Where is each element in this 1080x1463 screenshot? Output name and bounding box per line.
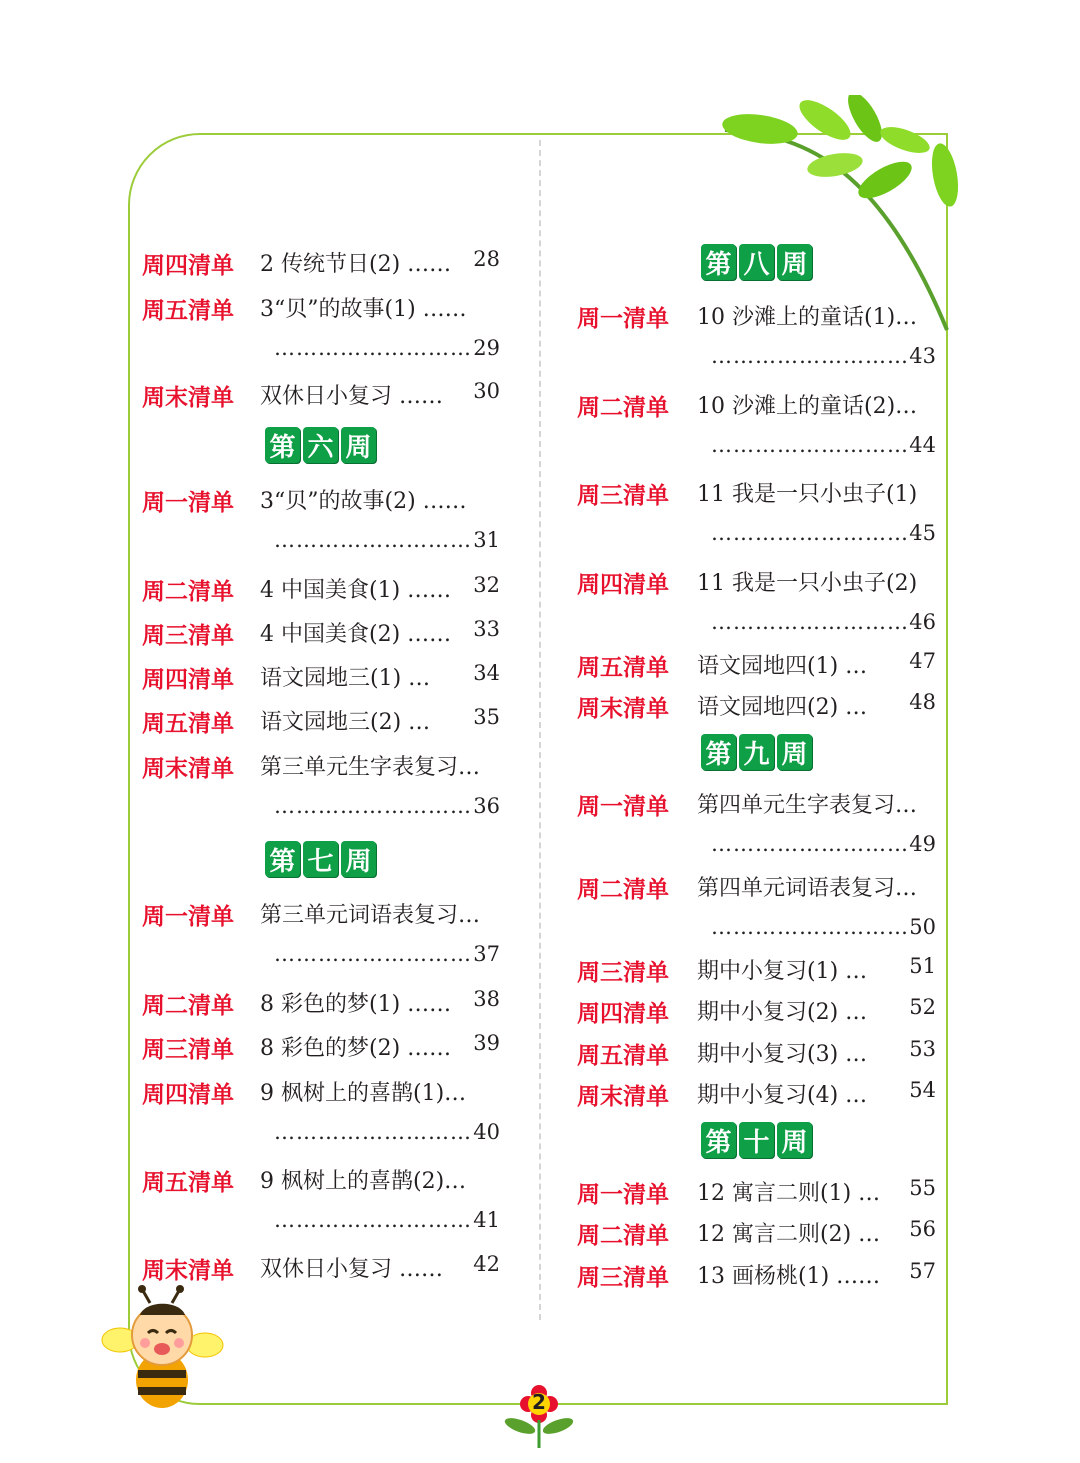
toc-entry-title: 2 传统节日(2) ……: [260, 252, 452, 277]
toc-entry-title: 11 我是一只小虫子(2): [697, 571, 918, 596]
toc-page-number: 35: [473, 705, 500, 729]
toc-entry-title: 语文园地四(1) …: [697, 654, 868, 679]
toc-day-label: 周五清单: [142, 711, 234, 737]
toc-page-number: 49: [909, 832, 936, 856]
toc-entry-title: 9 枫树上的喜鹊(1)…: [260, 1081, 467, 1106]
toc-page-number: 33: [473, 617, 500, 641]
toc-day-label: 周一清单: [142, 490, 234, 516]
toc-page-number: 30: [473, 379, 500, 403]
toc-entry-title: 4 中国美食(1) ……: [260, 578, 452, 603]
toc-leader-dots: ………………………: [274, 942, 472, 966]
toc-day-label: 周四清单: [142, 1082, 234, 1108]
toc-day-label: 周二清单: [577, 395, 669, 421]
week-heading-char: 第: [265, 841, 300, 877]
toc-entry-title: 10 沙滩上的童话(1)…: [697, 305, 918, 330]
toc-page-number: 29: [473, 336, 500, 360]
leaf-branch-decoration: [715, 95, 965, 335]
toc-day-label: 周四清单: [577, 1001, 669, 1027]
toc-day-label: 周三清单: [142, 1037, 234, 1063]
toc-leader-dots: ………………………: [711, 832, 909, 856]
toc-day-label: 周四清单: [142, 667, 234, 693]
toc-page-number: 47: [909, 649, 936, 673]
toc-day-label: 周末清单: [577, 1084, 669, 1110]
toc-page-number: 38: [473, 987, 500, 1011]
toc-leader-dots: ………………………: [274, 336, 472, 360]
toc-entry-title: 语文园地三(1) …: [260, 666, 431, 691]
week-heading-char: 周: [777, 244, 812, 280]
toc-entry-title: 9 枫树上的喜鹊(2)…: [260, 1169, 467, 1194]
toc-entry-title: 8 彩色的梦(1) ……: [260, 992, 452, 1017]
toc-page-number: 54: [909, 1078, 936, 1102]
toc-leader-dots: ………………………: [711, 610, 909, 634]
toc-page-number: 28: [473, 247, 500, 271]
week-heading-char: 八: [739, 244, 774, 280]
toc-page-number: 46: [909, 610, 936, 634]
toc-day-label: 周四清单: [142, 253, 234, 279]
toc-day-label: 周一清单: [142, 904, 234, 930]
toc-entry-title: 期中小复习(2) …: [697, 1000, 868, 1025]
toc-page-number: 42: [473, 1252, 500, 1276]
toc-leader-dots: ………………………: [274, 1120, 472, 1144]
week-heading: [265, 841, 376, 877]
toc-entry-title: 13 画杨桃(1) ……: [697, 1264, 881, 1289]
week-heading-char: 第: [701, 1122, 736, 1158]
toc-entry-title: 第四单元词语表复习…: [697, 876, 918, 901]
toc-entry-title: 4 中国美食(2) ……: [260, 622, 452, 647]
toc-page-number: 45: [909, 521, 936, 545]
week-heading-char: 第: [265, 427, 300, 463]
toc-leader-dots: ………………………: [711, 521, 909, 545]
toc-day-label: 周一清单: [577, 794, 669, 820]
page-number: 2: [532, 1390, 546, 1414]
toc-leader-dots: ………………………: [274, 528, 472, 552]
toc-page-number: 43: [909, 344, 936, 368]
toc-day-label: 周二清单: [577, 877, 669, 903]
toc-entry-title: 第三单元词语表复习…: [260, 903, 481, 928]
toc-page-number: 56: [909, 1217, 936, 1241]
toc-day-label: 周末清单: [142, 1258, 234, 1284]
toc-day-label: 周三清单: [577, 483, 669, 509]
toc-page-number: 48: [909, 690, 936, 714]
toc-page-number: 40: [473, 1120, 500, 1144]
week-heading-char: 第: [701, 734, 736, 770]
toc-page-number: 57: [909, 1259, 936, 1283]
week-heading: [265, 427, 376, 463]
toc-page-number: 52: [909, 995, 936, 1019]
toc-day-label: 周二清单: [142, 993, 234, 1019]
toc-leader-dots: ………………………: [711, 915, 909, 939]
toc-entry-title: 12 寓言二则(1) …: [697, 1181, 881, 1206]
toc-entry-title: 第三单元生字表复习…: [260, 755, 481, 780]
toc-leader-dots: ………………………: [274, 1208, 472, 1232]
toc-page-number: 44: [909, 433, 936, 457]
toc-day-label: 周一清单: [577, 306, 669, 332]
week-heading: [701, 1122, 812, 1158]
toc-page-number: 50: [909, 915, 936, 939]
toc-page-number: 37: [473, 942, 500, 966]
toc-entry-title: 语文园地三(2) …: [260, 710, 431, 735]
week-heading-char: 七: [303, 841, 338, 877]
toc-page-number: 31: [473, 528, 500, 552]
week-heading-char: 周: [777, 1122, 812, 1158]
toc-day-label: 周三清单: [577, 1265, 669, 1291]
toc-day-label: 周末清单: [142, 385, 234, 411]
toc-leader-dots: ………………………: [711, 433, 909, 457]
toc-day-label: 周三清单: [577, 960, 669, 986]
week-heading-char: 周: [777, 734, 812, 770]
toc-entry-title: 12 寓言二则(2) …: [697, 1222, 881, 1247]
toc-day-label: 周末清单: [577, 696, 669, 722]
bee-mascot-illustration: [100, 1285, 230, 1415]
toc-day-label: 周一清单: [577, 1182, 669, 1208]
toc-day-label: 周五清单: [142, 298, 234, 324]
toc-day-label: 周五清单: [142, 1170, 234, 1196]
week-heading-char: 周: [341, 841, 376, 877]
toc-page-number: 34: [473, 661, 500, 685]
week-heading: [701, 734, 812, 770]
toc-entry-title: 3“贝”的故事(1) ……: [260, 297, 467, 322]
toc-day-label: 周二清单: [577, 1223, 669, 1249]
column-divider: [539, 140, 541, 1320]
week-heading-char: 六: [303, 427, 338, 463]
toc-entry-title: 11 我是一只小虫子(1): [697, 482, 918, 507]
toc-page-number: 55: [909, 1176, 936, 1200]
toc-entry-title: 期中小复习(3) …: [697, 1042, 868, 1067]
toc-entry-title: 双休日小复习 ……: [260, 1257, 443, 1282]
toc-entry-title: 双休日小复习 ……: [260, 384, 443, 409]
toc-entry-title: 3“贝”的故事(2) ……: [260, 489, 467, 514]
toc-entry-title: 第四单元生字表复习…: [697, 793, 918, 818]
toc-leader-dots: ………………………: [711, 344, 909, 368]
toc-page-number: 39: [473, 1031, 500, 1055]
toc-entry-title: 10 沙滩上的童话(2)…: [697, 394, 918, 419]
toc-day-label: 周四清单: [577, 572, 669, 598]
toc-page-number: 53: [909, 1037, 936, 1061]
toc-day-label: 周五清单: [577, 655, 669, 681]
toc-page-number: 51: [909, 954, 936, 978]
toc-entry-title: 期中小复习(1) …: [697, 959, 868, 984]
week-heading: [701, 244, 812, 280]
flower-stem-icon: [502, 1408, 576, 1448]
toc-page-number: 36: [473, 794, 500, 818]
toc-entry-title: 期中小复习(4) …: [697, 1083, 868, 1108]
toc-entry-title: 8 彩色的梦(2) ……: [260, 1036, 452, 1061]
toc-day-label: 周五清单: [577, 1043, 669, 1069]
week-heading-char: 第: [701, 244, 736, 280]
toc-entry-title: 语文园地四(2) …: [697, 695, 868, 720]
toc-page-number: 32: [473, 573, 500, 597]
week-heading-char: 十: [739, 1122, 774, 1158]
week-heading-char: 九: [739, 734, 774, 770]
toc-day-label: 周末清单: [142, 756, 234, 782]
week-heading-char: 周: [341, 427, 376, 463]
toc-page-number: 41: [473, 1208, 500, 1232]
toc-day-label: 周三清单: [142, 623, 234, 649]
toc-day-label: 周二清单: [142, 579, 234, 605]
toc-leader-dots: ………………………: [274, 794, 472, 818]
